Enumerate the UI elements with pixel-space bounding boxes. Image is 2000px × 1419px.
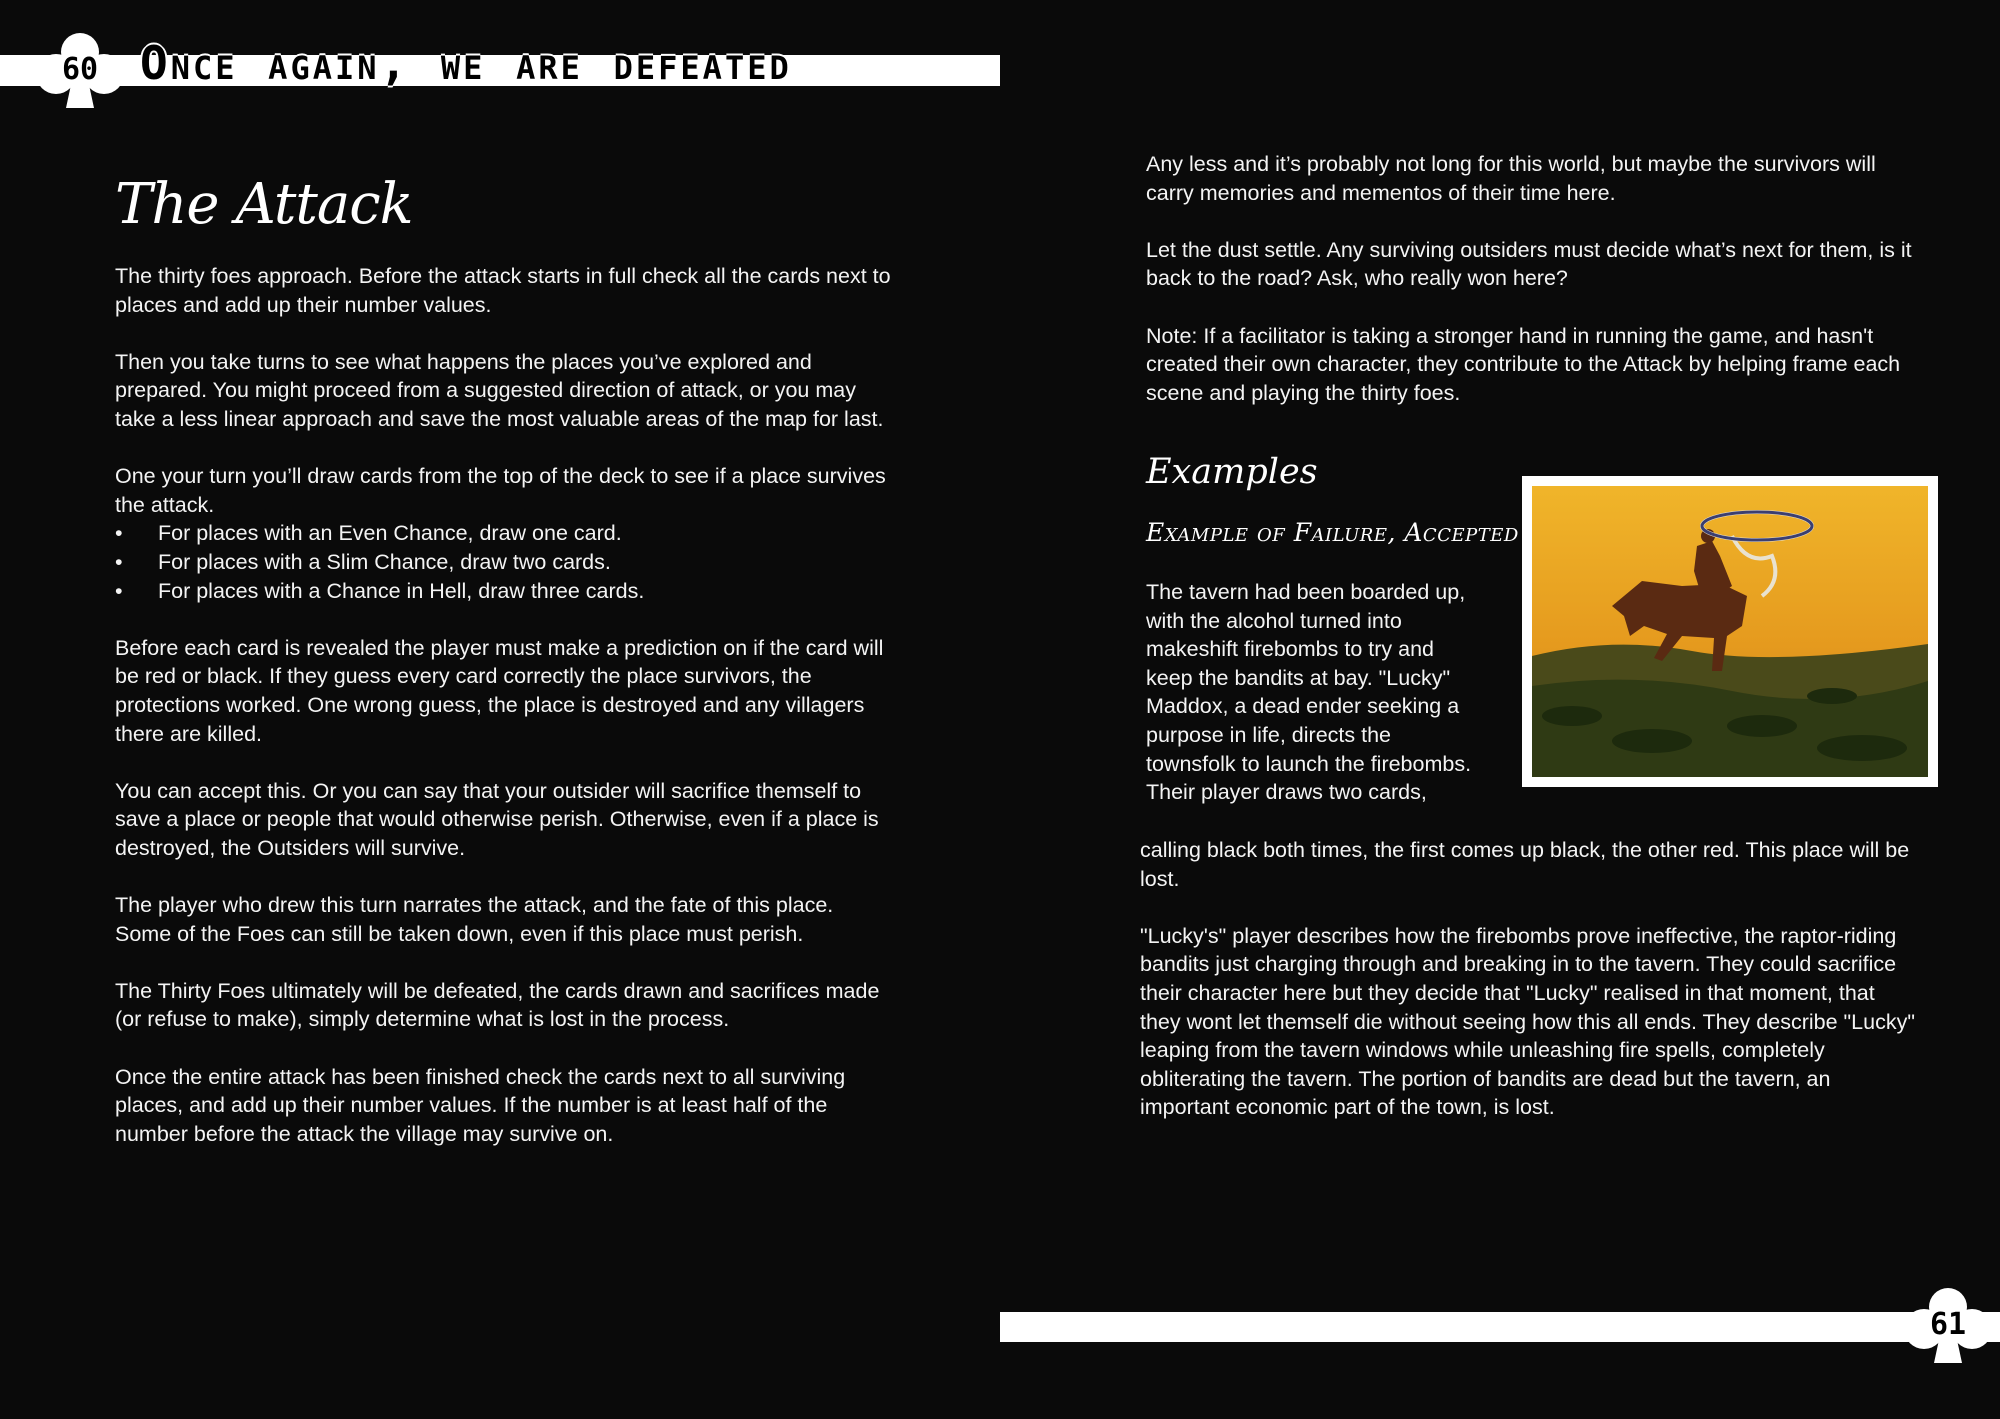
paragraph: Let the dust settle. Any surviving outsiders must decide what’s next for them, is it back to the road? Ask, who really won here? [1146, 237, 1912, 291]
section-heading: The Attack [115, 172, 413, 237]
examples-heading: Examples [1146, 452, 1318, 492]
paragraph: calling black both times, the first comes up black, the other red. This place will be lost. [1140, 838, 1910, 891]
paragraph: Then you take turns to see what happens the places you’ve explored and prepared. You might proceed from a suggested direction of attack, or you may take a less linear approach and save the most valuable areas of the map for last. [115, 349, 884, 431]
bullet-icon: • [115, 578, 123, 603]
bullet-icon: • [115, 549, 123, 574]
page-number-left: 60 [61, 52, 99, 87]
list-item [115, 548, 895, 577]
painting-illustration [1522, 476, 1938, 787]
paragraph: You can accept this. Or you can say that your outsider will sacrifice themself to save a place or people that would otherwise perish. Otherwise, even if a place is destroyed, the Outsiders will survive. [115, 778, 879, 860]
list-item-text: For places with a Chance in Hell, draw three cards. [158, 578, 645, 603]
left-column [115, 262, 895, 1177]
bullet-icon: • [115, 521, 123, 546]
list-item [115, 519, 895, 548]
right-column [1146, 150, 1926, 436]
example-wrapped-text: The tavern had been boarded up, with the alcohol turned into makeshift firebombs to try and keep the bandits at bay. "Lucky" Maddox, a dead ender seeking a purpose in life, directs the townsfolk to launch the firebombs. Their player draws two cards, [1146, 580, 1472, 805]
page-number-badge-right [1900, 1285, 1996, 1365]
example-subheading: Example of Failure, Accepted [1146, 518, 1519, 547]
paragraph: One your turn you’ll draw cards from the top of the deck to see if a place survives the attack. [115, 464, 886, 517]
paragraph: Note: If a facilitator is taking a stronger hand in running the game, and hasn't created their own character, they contribute to the Attack by helping frame each scene and playing the thirty foes. [1146, 323, 1901, 405]
page-number-right: 61 [1929, 1307, 1967, 1342]
painting-rider-on-horse [1532, 486, 1928, 777]
paragraph: Any less and it’s probably not long for this world, but maybe the survivors will carry memories and mementos of their time here. [1146, 152, 1876, 205]
list-item [115, 577, 895, 606]
page-number-badge-left [32, 30, 128, 110]
list-item-text: For places with an Even Chance, draw one card. [158, 521, 622, 546]
bullet-list [115, 519, 895, 605]
paragraph: The Thirty Foes ultimately will be defeated, the cards drawn and sacrifices made (or refuse to make), simply determine what is lost in the process. [115, 978, 880, 1032]
paragraph: Once the entire attack has been finished check the cards next to all surviving places, and add up their number values. If the number is at least half of the number before the attack the village may survive on. [115, 1064, 846, 1146]
chapter-title: Once again, we are defeated [140, 36, 792, 90]
paragraph: The thirty foes approach. Before the attack starts in full check all the cards next to places and add up their number values. [115, 264, 891, 317]
footer-bar [1000, 1312, 2000, 1342]
paragraph: Before each card is revealed the player must make a prediction on if the card will be red or black. If they guess every card correctly the place survivors, the protections worked. One wrong guess, the place is destroyed and any villagers there are killed. [115, 635, 884, 746]
paragraph: The player who drew this turn narrates the attack, and the fate of this place. Some of the Foes can still be taken down, even if this place must perish. [115, 893, 834, 946]
paragraph: "Lucky's" player describes how the firebombs prove ineffective, the raptor-riding bandits just charging through and breaking in to the tavern. They could sacrifice their character here but they decide that "Lucky" realised in that moment, that they wont let themself die without seeing how this all ends. They describe "Lucky" leaping from the tavern windows while unleashing fire spells, completely obliterating the tavern. The portion of bandits are dead but the tavern, an important economic part of the town, is lost. [1140, 923, 1915, 1120]
right-column-continued [1140, 836, 1920, 1151]
list-item-text: For places with a Slim Chance, draw two cards. [158, 549, 611, 574]
